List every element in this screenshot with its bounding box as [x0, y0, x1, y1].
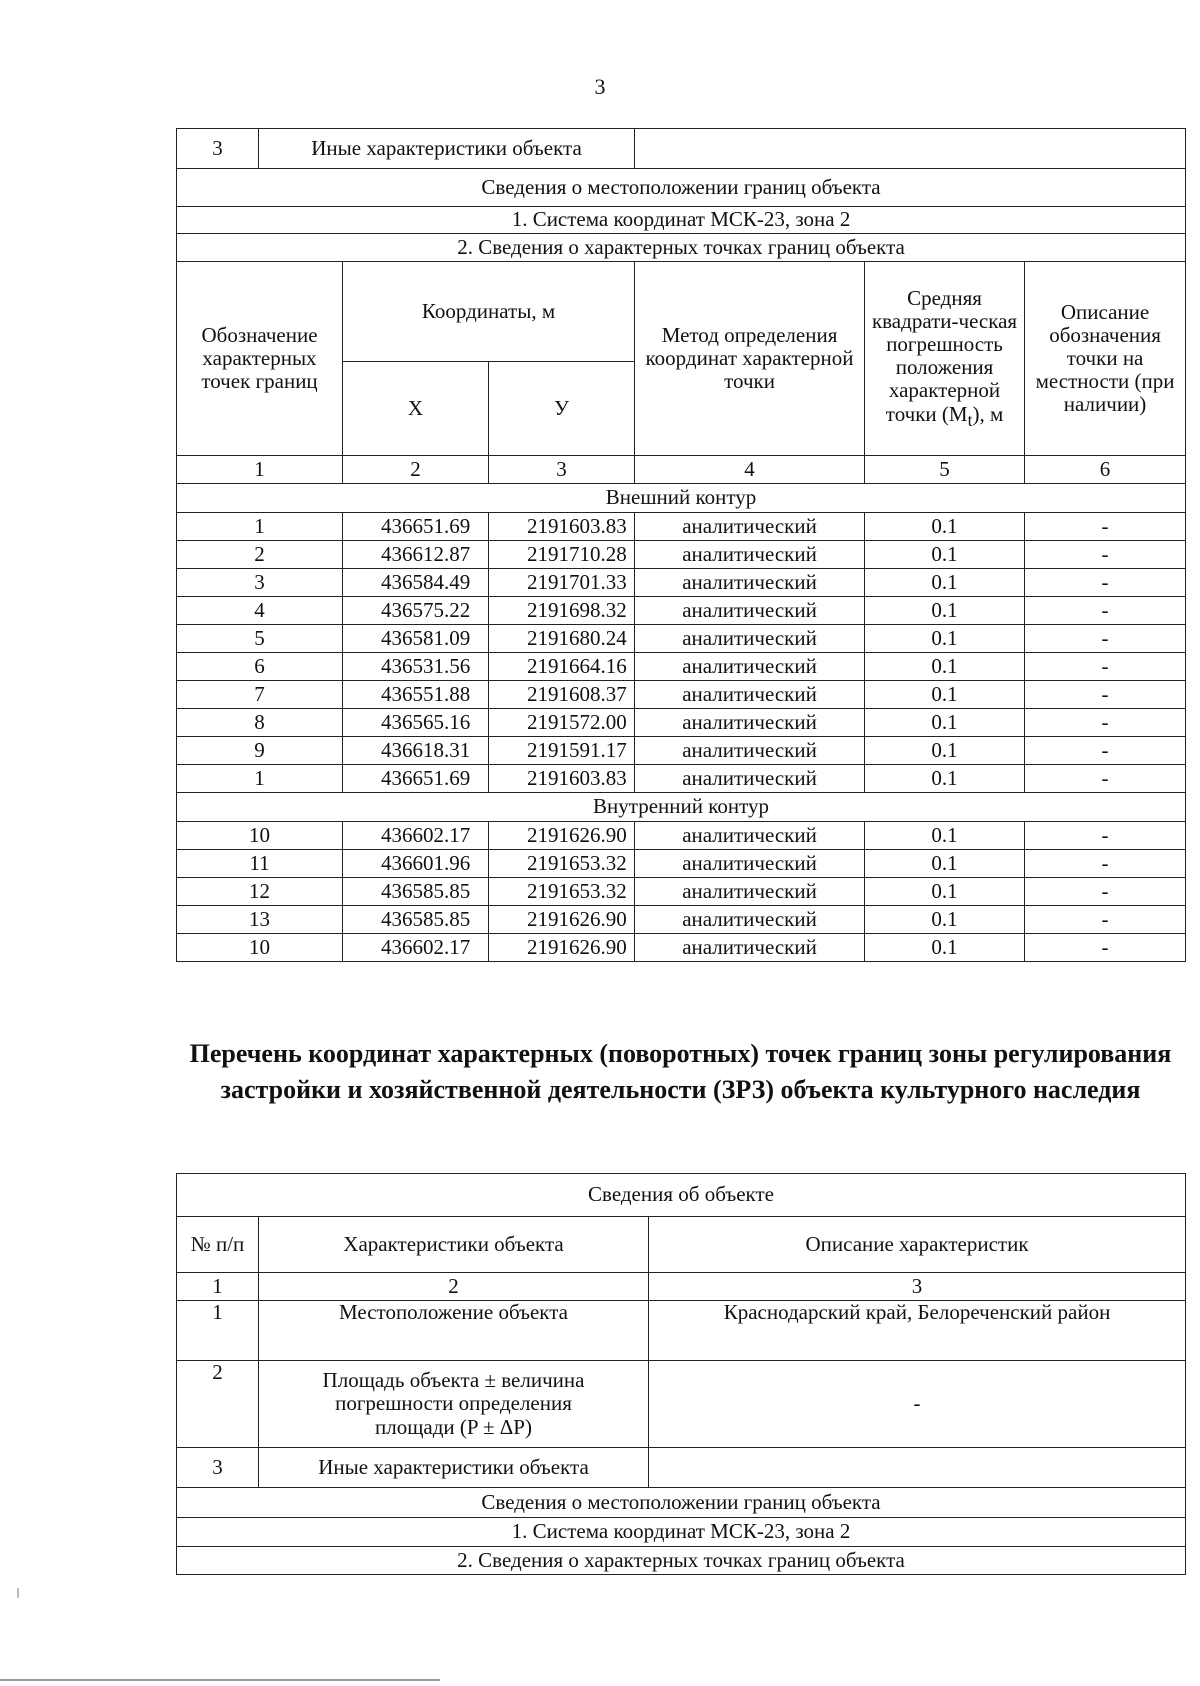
method-header: Метод определения координат характерной точки [635, 262, 865, 456]
point-y: 2191664.16 [489, 653, 635, 681]
point-row [177, 597, 1186, 625]
point-error: 0.1 [865, 625, 1025, 653]
point-method: аналитический [635, 513, 865, 541]
point-description: - [1025, 569, 1186, 597]
point-x: 436584.49 [343, 569, 489, 597]
scan-artifact [0, 1679, 440, 1681]
col-number: 1 [177, 456, 343, 484]
point-row [177, 681, 1186, 709]
point-x: 436565.16 [343, 709, 489, 737]
point-error: 0.1 [865, 569, 1025, 597]
point-y: 2191603.83 [489, 513, 635, 541]
point-error: 0.1 [865, 597, 1025, 625]
point-id: 10 [177, 934, 343, 962]
point-method: аналитический [635, 878, 865, 906]
col-number: 6 [1025, 456, 1186, 484]
point-description: - [1025, 934, 1186, 962]
point-id: 3 [177, 569, 343, 597]
point-row [177, 906, 1186, 934]
point-description: - [1025, 513, 1186, 541]
x-header: X [343, 362, 489, 456]
point-description: - [1025, 822, 1186, 850]
point-method: аналитический [635, 906, 865, 934]
row-number: 3 [177, 1448, 259, 1488]
point-method: аналитический [635, 597, 865, 625]
point-method: аналитический [635, 541, 865, 569]
point-row [177, 850, 1186, 878]
point-id: 4 [177, 597, 343, 625]
row-number: 2 [177, 1361, 259, 1448]
point-error: 0.1 [865, 822, 1025, 850]
point-id: 2 [177, 541, 343, 569]
point-x: 436581.09 [343, 625, 489, 653]
point-x: 436618.31 [343, 737, 489, 765]
col-number: 5 [865, 456, 1025, 484]
point-description: - [1025, 541, 1186, 569]
point-x: 436585.85 [343, 906, 489, 934]
point-error: 0.1 [865, 737, 1025, 765]
description-header: Описание обозначения точки на местности (при наличии) [1025, 262, 1186, 456]
column-number-row [177, 456, 1186, 484]
point-method: аналитический [635, 737, 865, 765]
point-row [177, 765, 1186, 793]
point-method: аналитический [635, 822, 865, 850]
point-x: 436612.87 [343, 541, 489, 569]
point-x: 436651.69 [343, 765, 489, 793]
point-id: 10 [177, 822, 343, 850]
description-header: Описание характеристик [649, 1217, 1186, 1273]
point-error: 0.1 [865, 878, 1025, 906]
point-description: - [1025, 737, 1186, 765]
point-method: аналитический [635, 569, 865, 597]
error-header: Средняя квадрати-ческая погрешность положения характерной точки $(M_t)$, м [865, 262, 1025, 456]
point-row [177, 934, 1186, 962]
point-method: аналитический [635, 625, 865, 653]
point-description: - [1025, 709, 1186, 737]
point-method: аналитический [635, 681, 865, 709]
points-section-header: 2. Сведения о характерных точках границ объекта [177, 234, 1186, 262]
location-row [177, 1301, 1186, 1361]
point-row [177, 737, 1186, 765]
point-id: 5 [177, 625, 343, 653]
point-y: 2191710.28 [489, 541, 635, 569]
num-header: № п/п [177, 1217, 259, 1273]
point-error: 0.1 [865, 513, 1025, 541]
point-error: 0.1 [865, 765, 1025, 793]
point-description: - [1025, 681, 1186, 709]
point-id: 13 [177, 906, 343, 934]
section-title: Перечень координат характерных (поворотных) точек границ зоны регулирования застройки и хозяйственной деятельности (ЗРЗ) объекта культурного наследия [189, 1039, 1172, 1105]
point-y: 2191591.17 [489, 737, 635, 765]
col-number: 3 [489, 456, 635, 484]
point-id: 12 [177, 878, 343, 906]
point-x: 436651.69 [343, 513, 489, 541]
point-description: - [1025, 653, 1186, 681]
col-number: 3 [649, 1273, 1186, 1301]
point-method: аналитический [635, 934, 865, 962]
point-row [177, 878, 1186, 906]
point-error: 0.1 [865, 541, 1025, 569]
point-y: 2191653.32 [489, 850, 635, 878]
coordinate-system-header: 1. Система координат МСК-23, зона 2 [177, 207, 1186, 234]
point-error: 0.1 [865, 653, 1025, 681]
inner-contour-label: Внутренний контур [177, 793, 1186, 822]
point-x: 436551.88 [343, 681, 489, 709]
point-id: 6 [177, 653, 343, 681]
characteristic-value [649, 1448, 1186, 1488]
point-id: 1 [177, 513, 343, 541]
column-number-row [177, 1273, 1186, 1301]
point-error: 0.1 [865, 850, 1025, 878]
point-id: 11 [177, 850, 343, 878]
area-row [177, 1361, 1186, 1448]
location-section-header: Сведения о местоположении границ объекта [177, 169, 1186, 207]
point-row [177, 625, 1186, 653]
other-characteristics-row [177, 1448, 1186, 1488]
characteristic-label: Местоположение объекта [259, 1301, 649, 1361]
object-info-table [176, 1173, 1186, 1575]
point-method: аналитический [635, 709, 865, 737]
point-x: 436601.96 [343, 850, 489, 878]
point-x: 436585.85 [343, 878, 489, 906]
coordinate-system-header: 1. Система координат МСК-23, зона 2 [177, 1518, 1186, 1547]
location-section-header: Сведения о местоположении границ объекта [177, 1488, 1186, 1518]
point-error: 0.1 [865, 934, 1025, 962]
other-characteristics-row [177, 129, 1186, 169]
point-y: 2191626.90 [489, 934, 635, 962]
point-error: 0.1 [865, 906, 1025, 934]
point-y: 2191653.32 [489, 878, 635, 906]
point-y: 2191626.90 [489, 906, 635, 934]
column-header-row [177, 262, 1186, 362]
point-id: 9 [177, 737, 343, 765]
point-description: - [1025, 906, 1186, 934]
point-y: 2191680.24 [489, 625, 635, 653]
point-x: 436531.56 [343, 653, 489, 681]
point-id: 7 [177, 681, 343, 709]
designation-header: Обозначение характерных точек границ [177, 262, 343, 456]
point-id: 1 [177, 765, 343, 793]
characteristic-label: Иные характеристики объекта [259, 129, 635, 169]
row-number: 3 [177, 129, 259, 169]
inner-contour-rows [177, 822, 1186, 962]
point-row [177, 653, 1186, 681]
point-y: 2191603.83 [489, 765, 635, 793]
characteristic-value: Краснодарский край, Белореченский район [649, 1301, 1186, 1361]
characteristic-value [635, 129, 1186, 169]
characteristic-label: Площадь объекта ± величина погрешности определения площади (P ± ΔP) [259, 1361, 649, 1448]
point-id: 8 [177, 709, 343, 737]
col-number: 2 [259, 1273, 649, 1301]
col-number: 2 [343, 456, 489, 484]
characteristic-label: Иные характеристики объекта [259, 1448, 649, 1488]
point-description: - [1025, 597, 1186, 625]
point-x: 436575.22 [343, 597, 489, 625]
point-y: 2191626.90 [489, 822, 635, 850]
outer-contour-rows [177, 513, 1186, 793]
point-description: - [1025, 850, 1186, 878]
boundary-points-table [176, 128, 1186, 962]
scan-artifact [17, 1588, 19, 1598]
point-y: 2191701.33 [489, 569, 635, 597]
point-method: аналитический [635, 765, 865, 793]
point-description: - [1025, 878, 1186, 906]
outer-contour-label: Внешний контур [177, 484, 1186, 513]
point-description: - [1025, 765, 1186, 793]
point-y: 2191698.32 [489, 597, 635, 625]
coordinates-header: Координаты, м [343, 262, 635, 362]
point-method: аналитический [635, 850, 865, 878]
point-x: 436602.17 [343, 934, 489, 962]
characteristic-value: - [649, 1361, 1186, 1448]
point-description: - [1025, 625, 1186, 653]
point-x: 436602.17 [343, 822, 489, 850]
object-info-header: Сведения об объекте [177, 1174, 1186, 1217]
col-number: 1 [177, 1273, 259, 1301]
point-method: аналитический [635, 653, 865, 681]
row-number: 1 [177, 1301, 259, 1361]
point-row [177, 541, 1186, 569]
point-y: 2191572.00 [489, 709, 635, 737]
col-number: 4 [635, 456, 865, 484]
characteristics-header: Характеристики объекта [259, 1217, 649, 1273]
column-header-row [177, 1217, 1186, 1273]
point-y: 2191608.37 [489, 681, 635, 709]
point-row [177, 513, 1186, 541]
point-error: 0.1 [865, 681, 1025, 709]
point-error: 0.1 [865, 709, 1025, 737]
point-row [177, 569, 1186, 597]
y-header: У [489, 362, 635, 456]
point-row [177, 822, 1186, 850]
point-row [177, 709, 1186, 737]
points-section-header: 2. Сведения о характерных точках границ объекта [177, 1547, 1186, 1575]
page-number: 3 [594, 74, 606, 99]
